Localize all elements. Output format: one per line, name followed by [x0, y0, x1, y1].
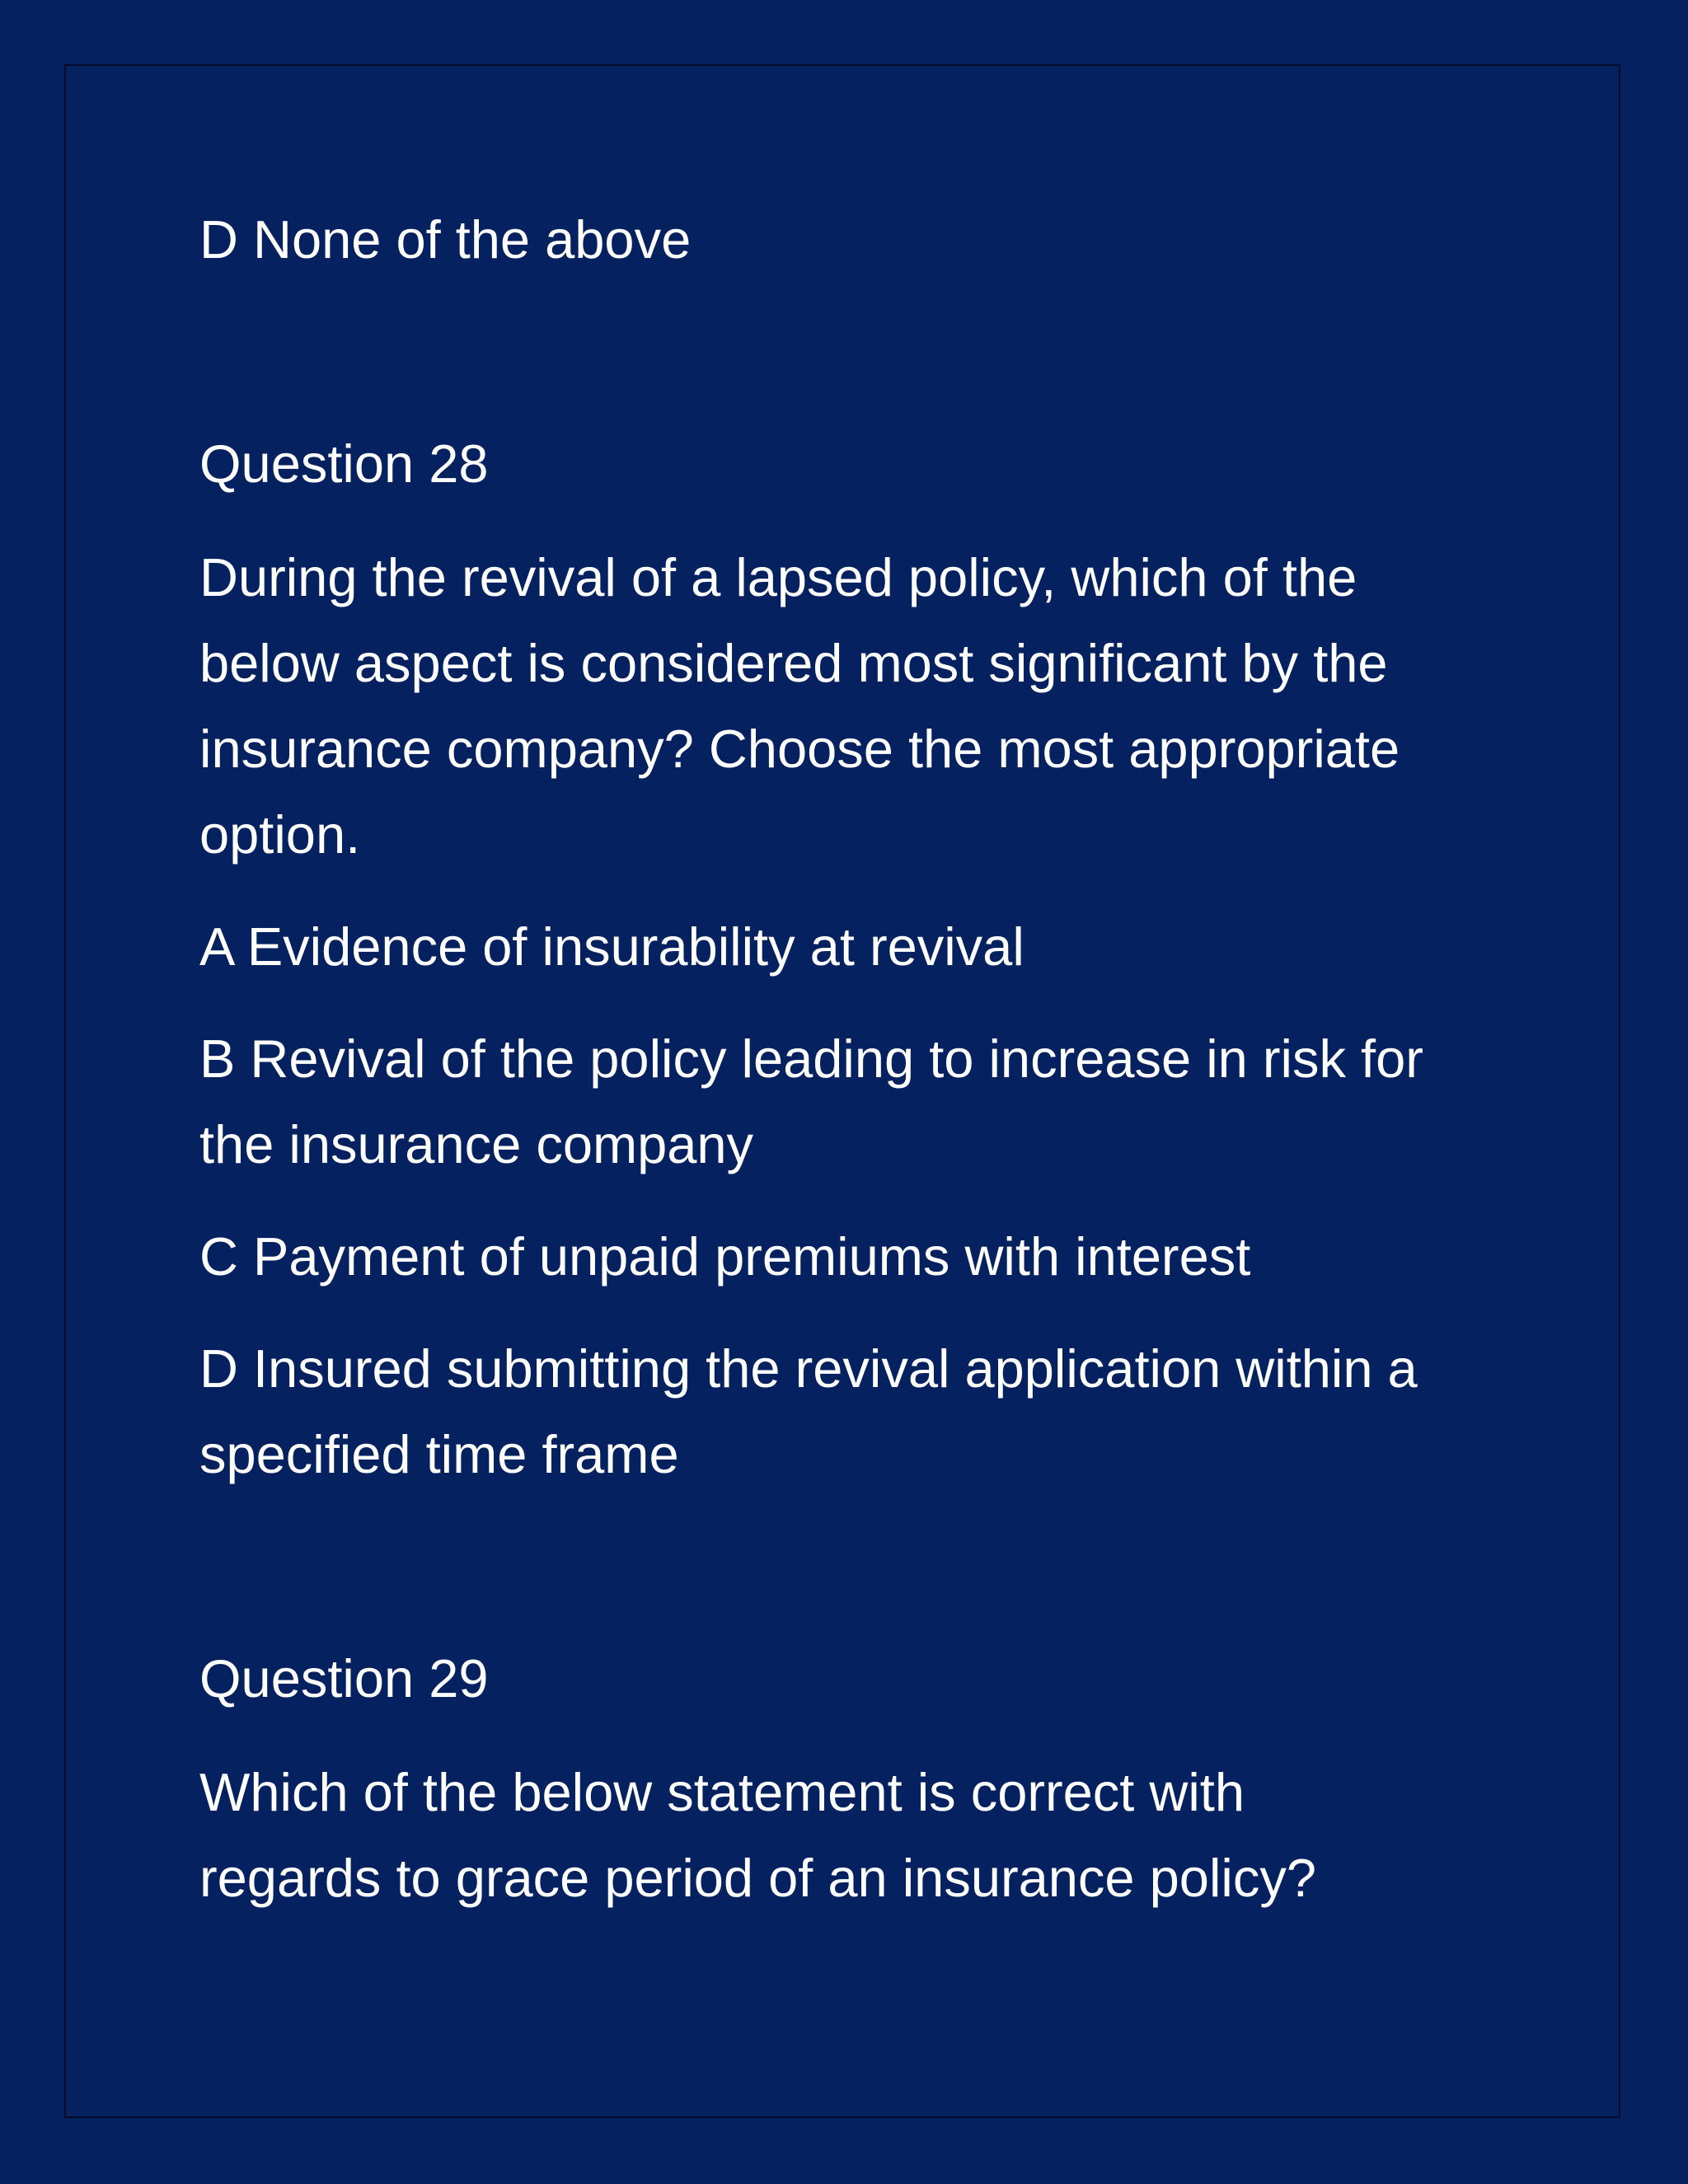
- question-28-stem-line-3: insurance company? Choose the most appropriate: [199, 719, 1400, 779]
- question-28-title: Question 28: [199, 434, 489, 494]
- question-28-option-d-line-2: specified time frame: [199, 1424, 679, 1484]
- question-29-title: Question 29: [199, 1648, 489, 1708]
- question-28-option-b-line-1: B Revival of the policy leading to increase in risk for: [199, 1029, 1423, 1089]
- question-28-stem-line-4: option.: [199, 804, 361, 865]
- question-29-stem-line-2: regards to grace period of an insurance policy?: [199, 1848, 1316, 1908]
- question-29-stem-line-1: Which of the below statement is correct with: [199, 1762, 1245, 1822]
- question-28-option-b-line-2: the insurance company: [199, 1114, 754, 1174]
- question-28-option-c: C Payment of unpaid premiums with interest: [199, 1226, 1251, 1286]
- previous-option-d: D None of the above: [199, 209, 692, 269]
- question-28-stem-line-1: During the revival of a lapsed policy, which of the: [199, 547, 1357, 607]
- question-28-stem-line-2: below aspect is considered most significant by the: [199, 633, 1388, 693]
- question-28-option-d-line-1: D Insured submitting the revival application within a: [199, 1338, 1418, 1399]
- question-28-option-a: A Evidence of insurability at revival: [199, 916, 1025, 977]
